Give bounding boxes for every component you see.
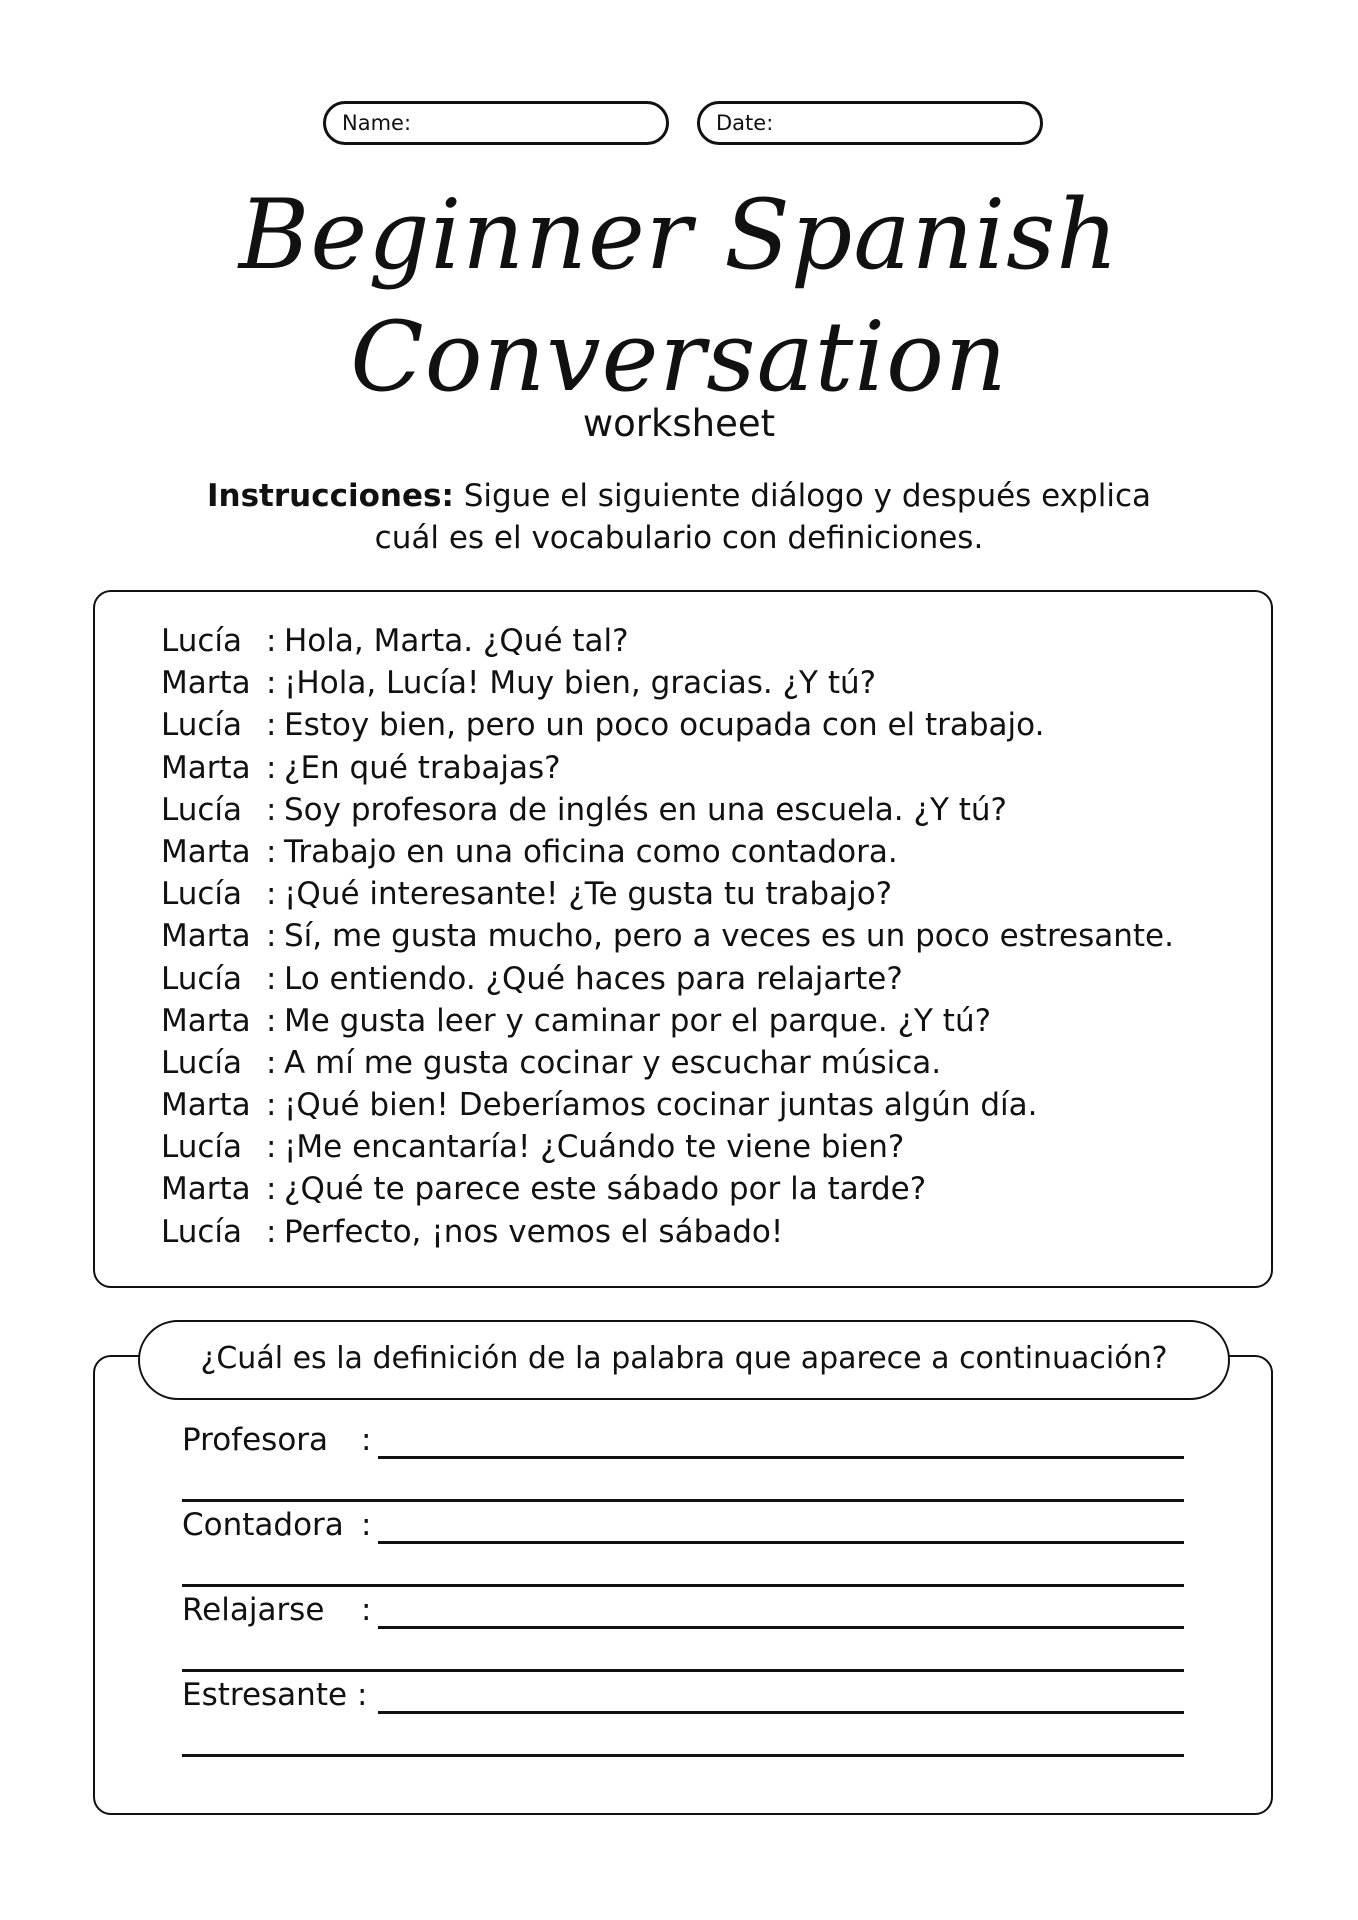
dialogue-line	[161, 789, 1174, 831]
dialogue-text: ¡Qué bien! Deberíamos cocinar juntas algún día.	[284, 1087, 1038, 1124]
worksheet-title-line2: Conversation	[350, 301, 1008, 413]
dialogue-colon: :	[266, 1171, 277, 1208]
vocabulary-colon: :	[361, 1507, 372, 1543]
answer-line[interactable]	[182, 1584, 1184, 1587]
dialogue-line	[161, 1168, 1174, 1210]
date-label: Date:	[716, 111, 774, 135]
name-label: Name:	[342, 111, 412, 135]
vocabulary-word: Estresante	[182, 1677, 348, 1713]
dialogue-text: Me gusta leer y caminar por el parque. ¿Y tú?	[284, 1002, 992, 1039]
vocabulary-question: ¿Cuál es la definición de la palabra que aparece a continuación?	[138, 1320, 1230, 1400]
vocabulary-word: Profesora	[182, 1422, 329, 1458]
dialogue-colon: :	[266, 707, 277, 744]
dialogue-line	[161, 747, 1174, 789]
dialogue-speaker: Lucía	[161, 876, 243, 913]
dialogue-speaker: Marta	[161, 1087, 251, 1124]
dialogue-speaker: Lucía	[161, 1044, 243, 1081]
dialogue-box	[93, 590, 1273, 1288]
dialogue-speaker: Marta	[161, 918, 251, 955]
dialogue-line	[161, 620, 1174, 662]
instructions	[150, 475, 1208, 559]
dialogue-line	[161, 873, 1174, 915]
dialogue-colon: :	[266, 876, 277, 913]
dialogue-text: Lo entiendo. ¿Qué haces para relajarte?	[284, 960, 903, 997]
dialogue-line	[161, 662, 1174, 704]
worksheet-subtitle: worksheet	[582, 402, 776, 445]
dialogue-line	[161, 704, 1174, 746]
dialogue-speaker: Lucía	[161, 623, 243, 659]
answer-line[interactable]	[378, 1626, 1184, 1629]
name-field[interactable]	[323, 101, 669, 145]
vocabulary-word: Contadora	[182, 1507, 344, 1543]
dialogue-speaker: Marta	[161, 833, 251, 870]
dialogue-speaker: Lucía	[161, 960, 243, 997]
dialogue-line	[161, 1000, 1174, 1042]
vocabulary-colon: :	[361, 1422, 372, 1458]
dialogue-speaker: Lucía	[161, 1213, 243, 1250]
dialogue-speaker: Marta	[161, 749, 251, 786]
dialogue-text: ¿Qué te parece este sábado por la tarde?	[284, 1171, 927, 1208]
dialogue-text: Hola, Marta. ¿Qué tal?	[284, 623, 629, 659]
dialogue-text: Soy profesora de inglés en una escuela. ¿Y tú?	[284, 791, 1008, 828]
dialogue-line	[161, 831, 1174, 873]
dialogue-colon: :	[266, 665, 277, 702]
dialogue-colon: :	[266, 1044, 277, 1081]
dialogue-line	[161, 958, 1174, 1000]
dialogue-text: A mí me gusta cocinar y escuchar música.	[284, 1044, 942, 1081]
answer-line[interactable]	[378, 1711, 1184, 1714]
dialogue-text: Estoy bien, pero un poco ocupada con el trabajo.	[284, 707, 1045, 744]
dialogue-colon: :	[266, 1087, 277, 1124]
dialogue-line	[161, 1084, 1174, 1126]
dialogue-colon: :	[266, 833, 277, 870]
answer-line[interactable]	[182, 1669, 1184, 1672]
dialogue-text: ¡Hola, Lucía! Muy bien, gracias. ¿Y tú?	[284, 665, 877, 702]
instructions-line1: Sigue el siguiente diálogo y después explica	[453, 478, 1151, 514]
answer-line[interactable]	[182, 1754, 1184, 1757]
dialogue-speaker: Marta	[161, 1171, 251, 1208]
dialogue-list	[161, 620, 1174, 1253]
dialogue-text: ¡Qué interesante! ¿Te gusta tu trabajo?	[284, 876, 893, 913]
dialogue-colon: :	[266, 1213, 277, 1250]
dialogue-speaker: Marta	[161, 665, 251, 702]
instructions-label: Instrucciones:	[207, 478, 454, 514]
answer-line[interactable]	[378, 1541, 1184, 1544]
date-field[interactable]	[697, 101, 1043, 145]
dialogue-colon: :	[266, 1129, 277, 1166]
dialogue-colon: :	[266, 960, 277, 997]
dialogue-colon: :	[266, 918, 277, 955]
vocabulary-word: Relajarse	[182, 1592, 325, 1628]
dialogue-text: Trabajo en una oficina como contadora.	[284, 833, 898, 870]
dialogue-text: ¿En qué trabajas?	[284, 749, 561, 786]
dialogue-colon: :	[266, 791, 277, 828]
vocabulary-colon: :	[357, 1677, 368, 1713]
dialogue-speaker: Lucía	[161, 707, 243, 744]
dialogue-colon: :	[266, 623, 277, 659]
dialogue-line	[161, 1042, 1174, 1084]
answer-line[interactable]	[182, 1499, 1184, 1502]
dialogue-text: Perfecto, ¡nos vemos el sábado!	[284, 1213, 784, 1250]
dialogue-line	[161, 915, 1174, 957]
vocabulary-colon: :	[361, 1592, 372, 1628]
dialogue-speaker: Lucía	[161, 1129, 243, 1166]
dialogue-speaker: Lucía	[161, 791, 243, 828]
instructions-line2: cuál es el vocabulario con definiciones.	[374, 520, 984, 556]
dialogue-text: Sí, me gusta mucho, pero a veces es un poco estresante.	[284, 918, 1174, 955]
dialogue-speaker: Marta	[161, 1002, 251, 1039]
worksheet-title-line1: Beginner Spanish	[238, 179, 1120, 291]
dialogue-colon: :	[266, 1002, 277, 1039]
dialogue-line	[161, 1211, 1174, 1253]
dialogue-text: ¡Me encantaría! ¿Cuándo te viene bien?	[284, 1129, 905, 1166]
answer-line[interactable]	[378, 1456, 1184, 1459]
dialogue-line	[161, 1126, 1174, 1168]
dialogue-colon: :	[266, 749, 277, 786]
